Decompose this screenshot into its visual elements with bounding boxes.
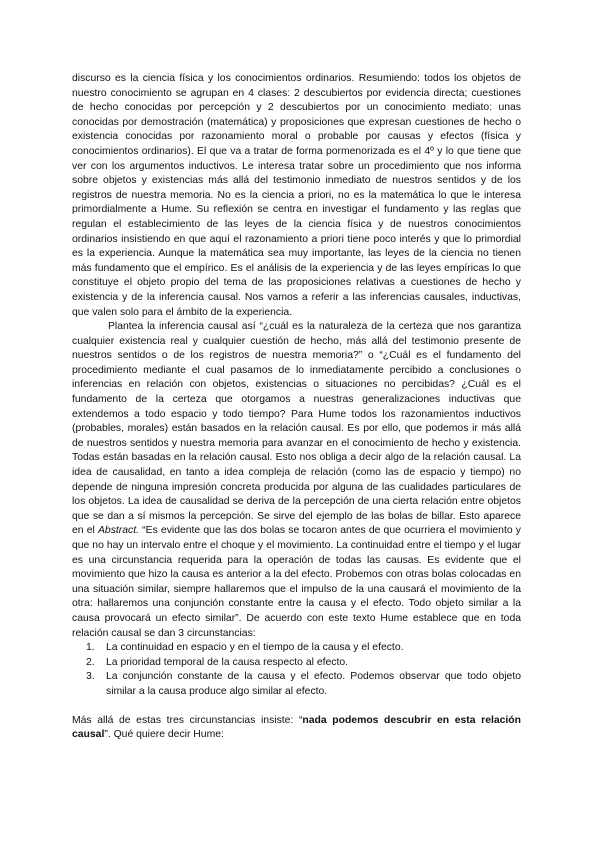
paragraph-causal-inference-quote: “Es evidente que las dos bolas se tocaron antes de que ocurriera el movimiento y que no hay un intervalo entre el choque y el movimiento. La continuidad entre el tiempo y el lugar es una circunstancia requerida para la operación de todas las causas. Es evidente que el movimiento que hizo la causa es anterior a la del efecto. Probemos con otras bolas colocadas en una situación similar, siempre hallaremos que el impulso de la una causará el movimiento de la otra: hallaremos una conjunción constante entre la causa y el efecto. Todo objeto similar a la causa provocará un efecto similar”. De acuerdo con este texto Hume establece que en toda relación causal se dan 3 circunstancias:	[72, 525, 521, 639]
list-item-text: La prioridad temporal de la causa respecto al efecto.	[106, 656, 349, 668]
abstract-title: Abstract.	[98, 525, 139, 537]
spacer	[72, 700, 521, 714]
list-item-text: La continuidad en espacio y en el tiempo de la causa y el efecto.	[106, 642, 404, 654]
list-item-text: La conjunción constante de la causa y el efecto. Podemos observar que todo objeto similar a la causa produce algo similar al efecto.	[106, 671, 521, 697]
circumstances-list	[72, 641, 521, 699]
paragraph-causal-inference-text: Plantea la inferencia causal así “¿cuál es la naturaleza de la certeza que nos garantiza cualquier existencia real y cualquier cuestión de hecho, más allá del testimonio presente de nuestros sentidos o de los registros de nuestra memoria?” o “¿Cuál es el fundamento del procedimiento mediante el cual pasamos de lo inmediatamente percibido a conclusiones o inferencias en relación con objetos, existencias o situaciones no percibidas? ¿Cuál es el fundamento de la certeza que otorgamos a nuestras generalizaciones inductivas que extendemos a todo espacio y todo tiempo? Para Hume todos los razonamientos inductivos (probables, morales) están basados en la relación causal. Es por ello, que podemos ir más allá de nuestros sentidos y nuestra memoria para avanzar en el conocimiento de hecho y existencia. Todas están basadas en la relación causal. Esto nos obliga a decir algo de la relación causal. La idea de causalidad, en tanto a idea compleja de relación (como las de espacio y tiempo) no depende de ninguna impresión concreta producida por alguna de las cualidades particulares de los objetos. La idea de causalidad se deriva de la percepción de una cierta relación entre objetos que se dan a sí mismos la percepción. Se sirve del ejemplo de las bolas de billar. Esto aparece en el	[72, 321, 521, 537]
list-item	[72, 656, 521, 671]
list-item-number: 1.	[86, 642, 95, 654]
paragraph-causal-inference	[72, 320, 521, 641]
conclusion-question: ”. Qué quiere decir Hume:	[104, 729, 224, 741]
conclusion-quote: nada podemos descubrir en esta relación causal	[72, 714, 521, 741]
list-item	[72, 670, 521, 699]
list-item-number: 3.	[86, 671, 95, 683]
list-item-number: 2.	[86, 656, 95, 668]
conclusion-intro: Más allá de estas tres circunstancias insiste: “	[72, 714, 303, 726]
list-item	[72, 641, 521, 656]
paragraph-classes-of-knowledge: discurso es la ciencia física y los conocimientos ordinarios. Resumiendo: todos los objetos de nuestro conocimiento se agrupan en 4 clases: 2 descubiertos por evidencia directa; cuestiones de hecho conocidas por percepción y 2 descubiertos por un conocimiento mediato: unas conocidas por demostración (matemática) y proposiciones que expresan cuestiones de hecho o existencia conocidas por razonamiento moral o probable por causas y efectos (física y conocimientos ordinarios). El que va a tratar de forma pormenorizada es el 4º y lo que tiene que ver con los argumentos inductivos. Le interesa tratar sobre un procedimiento que nos informa sobre objetos y existencias más allá del testimonio inmediato de nuestros sentidos y de los registros de nuestra memoria. No es la ciencia a priori, no es la matemática lo que le interesa primordialmente a Hume. Su reflexión se centra en investigar el fundamento y las reglas que regulan el establecimiento de las leyes de la ciencia física y de nuestros conocimientos ordinarios insistiendo en que aquí el razonamiento a priori tiene poco interés y que lo primordial es la experiencia. Aunque la matemática sea muy importante, las leyes de la ciencia no tienen más fundamento que el empírico. Es el análisis de la experiencia y de las leyes empíricas lo que constituye el objeto propio del tema de las proposiciones relativas a cuestiones de hecho y existencia y de la inferencia causal. Nos vamos a referir a las inferencias causales, inductivas, que valen solo para el ámbito de la experiencia.	[72, 73, 521, 318]
paragraph-conclusion	[72, 714, 521, 743]
